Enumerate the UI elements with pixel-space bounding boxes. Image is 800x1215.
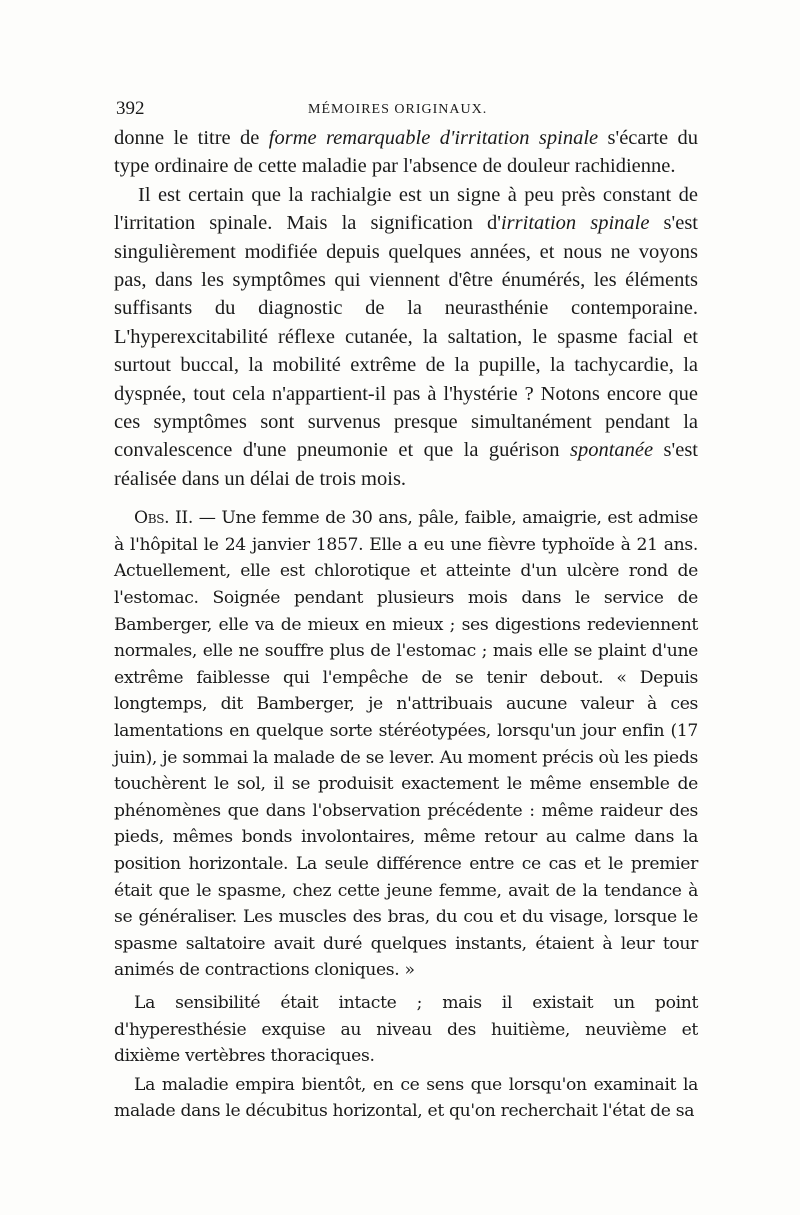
- italic-word: spontanée: [569, 439, 654, 462]
- italic-phrase: irritation spinale: [500, 212, 650, 235]
- body-text: [114, 124, 698, 1125]
- paragraph-sensibility: La sensibilité était intacte ; mais il existait un point d'hyperesthésie exquise au niveau des huitième, neuvième et dixième vertèbres thoraciques.: [114, 992, 698, 1067]
- paragraph-worsening: La maladie empira bientôt, en ce sens que lorsqu'on examinait la malade dans le décubitus horizontal, et qu'on recherchait l'état de sa: [114, 1074, 698, 1122]
- page-header: [116, 98, 696, 126]
- page-number: 392: [116, 98, 145, 119]
- observation-label: Obs. II.: [134, 508, 193, 529]
- observation-2: Obs. II. — Une femme de 30 ans, pâle, faible, amaigrie, est admise à l'hôpital le 24 janvier 1857. Elle a eu une fièvre typhoïde à 21 ans. Actuellement, elle est chlorotique et atteinte d'un ulcère rond de l'estomac. Soignée pendant plusieurs mois dans le service de Bamberger, elle va de mieux en mieux ; ses digestions redeviennent normales, elle ne souffre plus de l'estomac ; mais elle se plaint d'une extrême faiblesse qui l'empêche de se tenir debout. « Depuis longtemps, dit Bamberger, je n'attribuais aucune valeur à ces lamentations en quelque sorte stéréotypées, lorsqu'un jour enfin (17 juin), je sommai la malade de se lever. Au moment précis où les pieds touchèrent le sol, il se produisit exactement le même ensemble de phénomènes que dans l'observation précédente : même raideur des pieds, mêmes bonds involontaires, même retour au calme dans la position horizontale. La seule différence entre ce cas et le premier était que le spasme, chez cette jeune femme, avait de la tendance à se généraliser. Les muscles des bras, du cou et du visage, lorsque le spasme saltatoire avait duré quelques instants, étaient à leur tour animés de contractions cloniques. »: [114, 508, 698, 981]
- running-head: MÉMOIRES ORIGINAUX.: [308, 102, 488, 117]
- paragraph-discussion: Il est certain que la rachialgie est un signe à peu près constant de l'irritation spinale. Mais la signification d'irritation spinale s'est singulièrement modifiée depuis quelques années, et nous ne voyons pas, dans les symptômes qui viennent d'être énumérés, les éléments suffisants du diagnostic de la neurasthénie contemporaine. L'hyperexcitabilité réflexe cutanée, la saltation, le spasme facial et surtout buccal, la mobilité extrême de la pupille, la tachycardie, la dyspnée, tout cela n'appartient-il pas à l'hystérie ? Notons encore que ces symptômes sont survenus presque simultanément pendant la convalescence d'une pneumonie et que la guérison spontanée s'est réalisée dans un délai de trois mois.: [114, 183, 698, 490]
- italic-phrase: forme remarquable d'irritation spinale: [268, 127, 599, 149]
- paragraph-continuation: donne le titre de forme remarquable d'irritation spinale s'écarte du type ordinaire de cette maladie par l'absence de douleur rachidienne.: [114, 127, 698, 178]
